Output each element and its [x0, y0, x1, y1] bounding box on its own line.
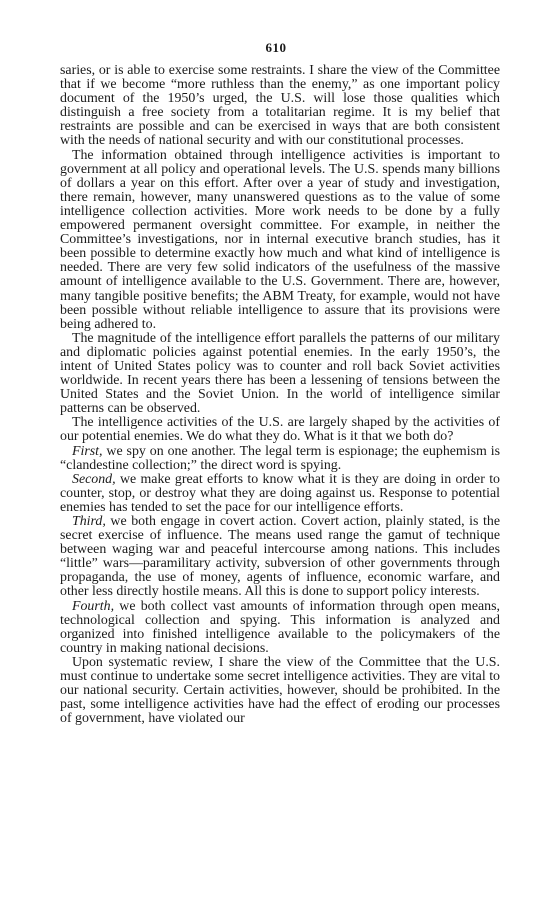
paragraph-activities-shaped: The intelligence activities of the U.S. are largely shaped by the activities of our potential enemies. We do what they do. What is it that we both do? [60, 415, 500, 445]
lead-word-second: Second, [72, 471, 116, 487]
paragraph-intelligence-value: The information obtained through intelligence activities is important to government at all policy and operational levels. The U.S. spends many billions of dollars a year on this effort. After over a year of study and investigation, there remain, however, many unanswered questions as to the value of some intelligence collection activities. More work needs to be done by a fully empowered permanent oversight committee. For example, in neither the Committee’s investigations, nor in internal executive branch studies, has it been possible to determine exactly how much and what kind of intelligence is needed. There are very few solid indicators of the usefulness of the massive amount of intelligence available to the U.S. Government. There are, however, many tangible positive benefits; the ABM Treaty, for example, would not have been possible without reliable intelligence to assure that its provisions were being adhered to. [60, 147, 500, 332]
body-text [60, 64, 500, 726]
paragraph-fourth [60, 600, 500, 656]
paragraph-first [60, 445, 500, 473]
paragraph-systematic-review: Upon systematic review, I share the view of the Committee that the U.S. must continue to undertake some secret intelligence activities. They are vital to our national security. Certain activities, however, should be prohibited. In the past, some intelligence activities have had the effect of eroding our processes of government, have violated our [60, 654, 500, 727]
paragraph-third-text: we both engage in covert action. Covert action, plainly stated, is the secret exercise of influence. The means used range the gamut of technique between waging war and peaceful intercourse among nations. This includes “little” wars—paramilitary activity, subversion of other governments through propaganda, the use of money, agents of influence, economic warfare, and other less directly hostile means. All this is done to support policy interests. [60, 514, 500, 600]
paragraph-first-text: we spy on one another. The legal term is espionage; the euphemism is “clandestine collection;” the direct word is spying. [60, 443, 500, 473]
paragraph-continuation: saries, or is able to exercise some restraints. I share the view of the Committee that if we become “more ruthless than the enemy,” as one important policy document of the 1950’s urged, the U.S. will lose those qualities which distinguish a free society from a totalitarian regime. It is my belief that restraints are possible and can be exercised in ways that are both consistent with the needs of national security and with our constitutional processes. [60, 63, 500, 149]
paragraph-fourth-text: we both collect vast amounts of information through open means, technological collection and spying. This information is analyzed and organized into finished intelligence available to the policymakers of the country in making national decisions. [60, 598, 500, 656]
paragraph-second [60, 473, 500, 515]
paragraph-second-text: we make great efforts to know what it is they are doing in order to counter, stop, or destroy what they are doing against us. Response to potential enemies has tended to set the pace for our intelligence efforts. [60, 471, 500, 515]
lead-word-third: Third, [72, 514, 106, 529]
page-number: 610 [265, 40, 287, 55]
lead-word-first: First, [72, 443, 103, 459]
lead-word-fourth: Fourth, [72, 598, 115, 614]
paragraph-third [60, 515, 500, 600]
paragraph-magnitude: The magnitude of the intelligence effort parallels the patterns of our military and diplomatic policies against potential enemies. In the early 1950’s, the intent of United States policy was to counter and roll back Soviet activities worldwide. In recent years there has been a lessening of tensions between the United States and the Soviet Union. In the world of intelligence similar patterns can be observed. [60, 330, 500, 417]
